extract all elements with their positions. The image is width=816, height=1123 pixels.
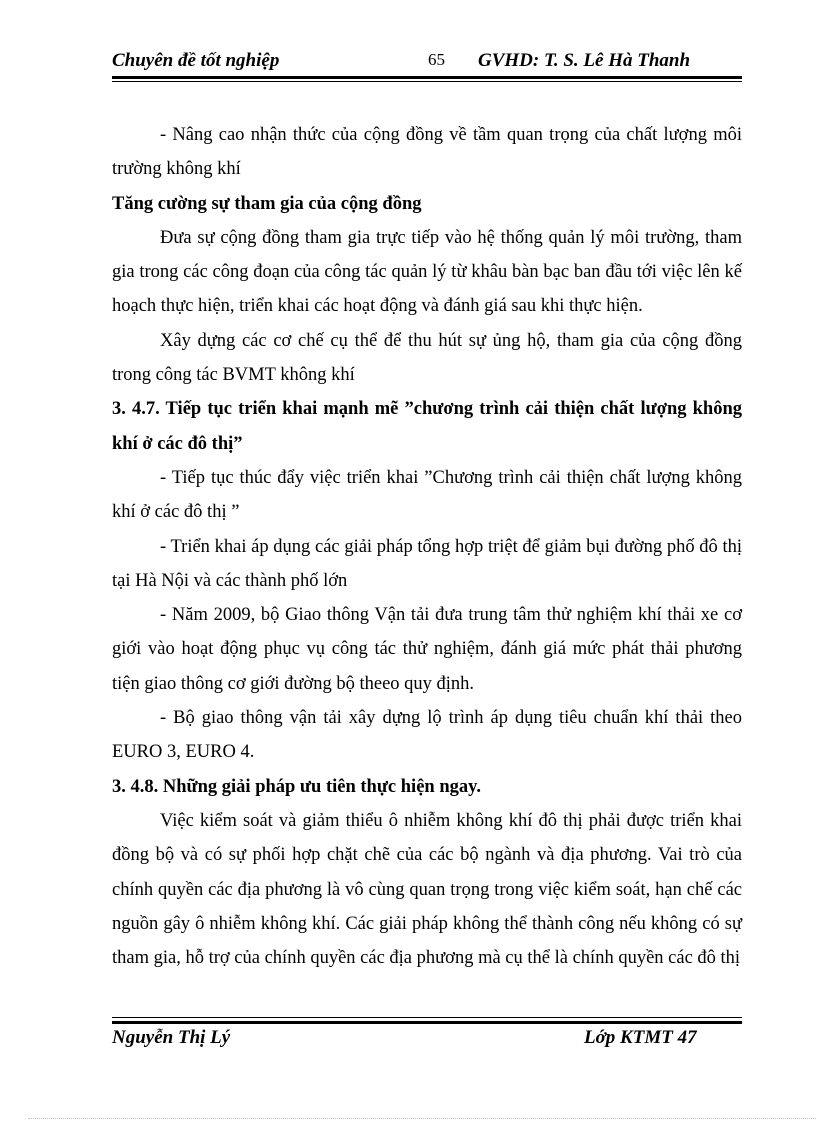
- header-title: Chuyên đề tốt nghiệp: [112, 50, 280, 71]
- page-number: 65: [428, 50, 445, 69]
- body-text: [112, 118, 742, 975]
- paragraph: Việc kiểm soát và giảm thiểu ô nhiễm không khí đô thị phải được triển khai đồng bộ và có sự phối hợp chặt chẽ của các bộ ngành và địa phương. Vai trò của chính quyền các địa phương là vô cùng quan trọng trong việc kiểm soát, hạn chế các nguồn gây ô nhiễm không khí. Các giải pháp không thể thành công nếu không có sự tham gia, hỗ trợ của chính quyền các địa phương mà cụ thể là chính quyền các đô thị: [112, 810, 742, 969]
- footer-rule-thick: [112, 1021, 742, 1024]
- header-advisor: GVHD: T. S. Lê Hà Thanh: [478, 50, 691, 71]
- paragraph: - Nâng cao nhận thức của cộng đồng về tầm quan trọng của chất lượng môi trường không khí: [112, 125, 742, 180]
- paragraph: - Bộ giao thông vận tải xây dựng lộ trình áp dụng tiêu chuẩn khí thải theo EURO 3, EURO 4.: [112, 708, 742, 763]
- section-heading: 3. 4.8. Những giải pháp ưu tiên thực hiện ngay.: [112, 776, 481, 797]
- paragraph: - Tiếp tục thúc đẩy việc triển khai ”Chương trình cải thiện chất lượng không khí ở các đô thị ”: [112, 467, 742, 523]
- paragraph: - Triển khai áp dụng các giải pháp tổng hợp triệt để giảm bụi đường phố đô thị tại Hà Nội và các thành phố lớn: [112, 536, 742, 591]
- header-rule-thick: [112, 76, 742, 79]
- footer-class: Lớp KTMT 47: [584, 1027, 697, 1048]
- page-footer: [112, 1027, 742, 1055]
- section-heading: 3. 4.7. Tiếp tục triển khai mạnh mẽ ”chương trình cải thiện chất lượng không khí ở các đô thị”: [112, 399, 742, 454]
- page-header: [112, 50, 742, 78]
- footer-author: Nguyễn Thị Lý: [112, 1027, 231, 1048]
- header-rule-thin: [112, 81, 742, 82]
- footer-rule-thin: [112, 1017, 742, 1018]
- paragraph: Đưa sự cộng đồng tham gia trực tiếp vào hệ thống quản lý môi trường, tham gia trong các công đoạn của công tác quản lý từ khâu bàn bạc ban đầu tới việc lên kế hoạch thực hiện, triển khai các hoạt động và đánh giá sau khi thực hiện.: [112, 227, 742, 317]
- page-edge-dotted-line: [28, 1118, 816, 1119]
- paragraph: - Năm 2009, bộ Giao thông Vận tải đưa trung tâm thử nghiệm khí thải xe cơ giới vào hoạt động phục vụ công tác thử nghiệm, đánh giá mức phát thải phương tiện giao thông cơ giới đường bộ theeo quy định.: [112, 605, 742, 694]
- section-heading: Tăng cường sự tham gia của cộng đồng: [112, 193, 422, 214]
- paragraph: Xây dựng các cơ chế cụ thể để thu hút sự ủng hộ, tham gia của cộng đồng trong công tác BVMT không khí: [112, 330, 742, 386]
